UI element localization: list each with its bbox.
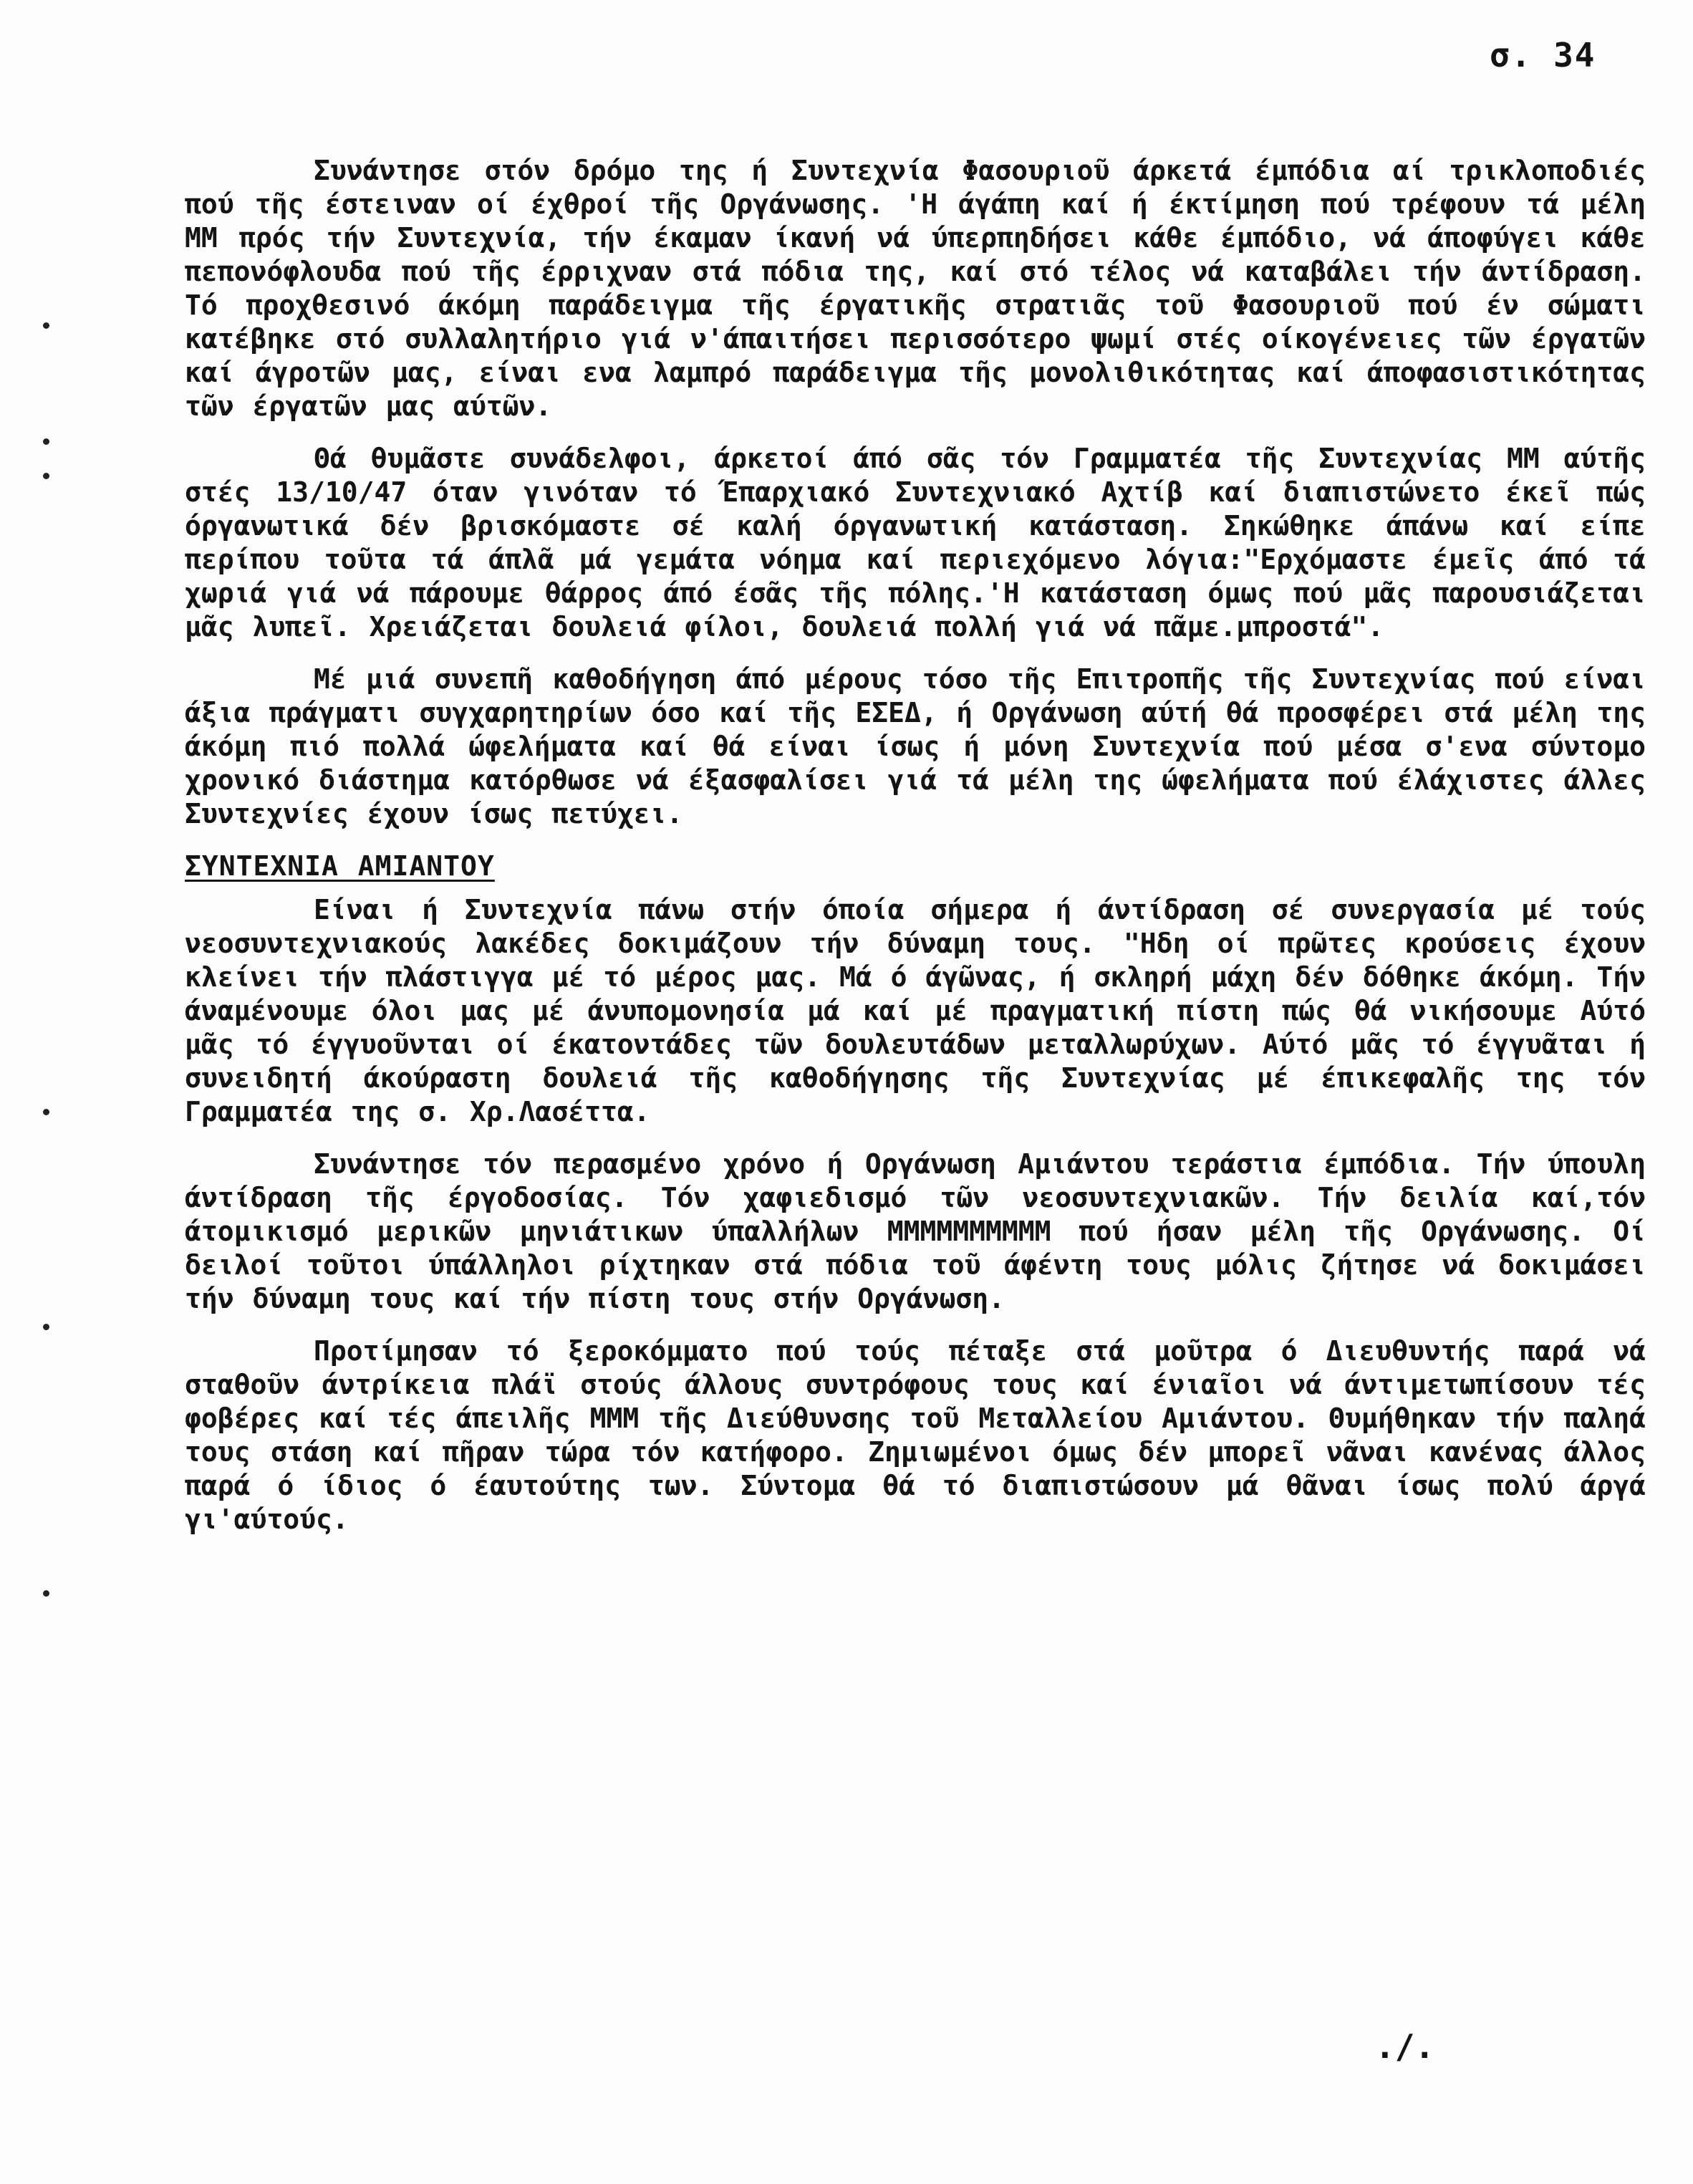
paragraph-amiantos-reaction: Είναι ή Συντεχνία πάνω στήν όποία σήμερα ή άντίδραση σέ συνεργασία μέ τούς νεοσυντεχνιακούς λακέδες δοκιμάζουν τήν δύναμη τους. "Ηδη οί πρῶτες κρούσεις έχουν κλείνει τήν πλάστιγγα μέ τό μέρος μας. Μά ό άγῶνας, ή σκληρή μάχη δέν δόθηκε άκόμη. Τήν άναμένουμε όλοι μας μέ άνυπομονησία μά καί μέ πραγματική πίστη πώς θά νικήσουμε Αύτό μᾶς τό έγγυοῦνται οί έκατοντάδες τῶν δουλευτάδων μεταλλωρύχων. Αύτό μᾶς τό έγγυᾶται ή συνειδητή άκούραστη δουλειά τῆς καθοδήγησης τῆς Συντεχνίας μέ έπικεφαλῆς της τόν Γραμματέα της σ. Χρ.Λασέττα. <box>185 894 1646 1127</box>
margin-dot <box>43 1590 49 1597</box>
paragraph-fasouri-obstacles: Συνάντησε στόν δρόμο της ή Συντεχνία Φασουριοῦ άρκετά έμπόδια αί τρικλοποδιές πού τῆς έστειναν οί έχθροί τῆς Οργάνωσης. 'Η άγάπη καί ή έκτίμηση πού τρέφουν τά μέλη ΜΜ πρός τήν Συντεχνία, τήν έκαμαν ίκανή νά ύπερπηδήσει κάθε έμπόδιο, νά άποφύγει κάθε πεπονόφλουδα πού τῆς έρριχναν στά πόδια της, καί στό τέλος νά καταβάλει τήν άντίδραση. Τό προχθεσινό άκόμη παράδειγμα τῆς έργατικῆς στρατιᾶς τοῦ Φασουριοῦ πού έν σώματι κατέβηκε στό συλλαλητήριο γιά ν'άπαιτήσει περισσότερο ψωμί στές οίκογένειες τῶν έργατῶν καί άγροτῶν μας, είναι ενα λαμπρό παράδειγμα τῆς μονολιθικότητας καί άποφασιστικότητας τῶν έργατῶν μας αύτῶν. <box>185 155 1646 422</box>
continuation-mark: ./. <box>1375 2027 1435 2066</box>
margin-dot <box>43 322 49 329</box>
document-body <box>185 154 1646 1555</box>
margin-dot <box>43 1109 49 1115</box>
page-number: σ. 34 <box>1490 36 1596 74</box>
paragraph-secretary-speech: Θά θυμᾶστε συνάδελφοι, άρκετοί άπό σᾶς τόν Γραμματέα τῆς Συντεχνίας ΜΜ αύτῆς στές 13/10/47 όταν γινόταν τό Έπαρχιακό Συντεχνιακό Αχτίβ καί διαπιστώνετο έκεῖ πώς όργανωτικά δέν βρισκόμαστε σέ καλή όργανωτική κατάσταση. Σηκώθηκε άπάνω καί είπε περίπου τοῦτα τά άπλᾶ μά γεμάτα νόημα καί περιεχόμενο λόγια:"Ερχόμαστε έμεῖς άπό τά χωριά γιά νά πάρουμε θάρρος άπό έσᾶς τῆς πόλης.'Η κατάσταση όμως πού μᾶς παρουσιάζεται μᾶς λυπεῖ. Χρειάζεται δουλειά φίλοι, δουλειά πολλή γιά νά πᾶμε.μπροστά". <box>185 443 1646 643</box>
margin-dot <box>43 438 49 445</box>
margin-dot <box>43 473 49 479</box>
paragraph-cowardly-employees: Προτίμησαν τό ξεροκόμματο πού τούς πέταξε στά μοῦτρα ό Διευθυντής παρά νά σταθοῦν άντρίκεια πλάϊ στούς άλλους συντρόφους τους καί ένιαῖοι νά άντιμετωπίσουν τές φοβέρες καί τές άπειλῆς ΜΜΜ τῆς Διεύθυνσης τοῦ Μεταλλείου Αμιάντου. Θυμήθηκαν τήν παληά τους στάση καί πῆραν τώρα τόν κατήφορο. Ζημιωμένοι όμως δέν μπορεῖ νᾶναι κανένας άλλος παρά ό ίδιος ό έαυτούτης των. Σύντομα θά τό διαπιστώσουν μά θᾶναι ίσως πολύ άργά γι'αύτούς. <box>185 1335 1646 1535</box>
margin-dot <box>43 1324 49 1330</box>
section-heading-amiantos: ΣΥΝΤΕΧΝΙΑ ΑΜΙΑΝΤΟΥ <box>185 850 495 882</box>
paragraph-amiantos-obstacles: Συνάντησε τόν περασμένο χρόνο ή Οργάνωση Αμιάντου τεράστια έμπόδια. Τήν ύπουλη άντίδραση τῆς έργοδοσίας. Τόν χαφιεδισμό τῶν νεοσυντεχνιακῶν. Τήν δειλία καί,τόν άτομικισμό μερικῶν μηνιάτικων ύπαλλήλων ΜΜΜΜΜΜΜΜΜΜ πού ήσαν μέλη τῆς Οργάνωσης. Οί δειλοί τοῦτοι ύπάλληλοι ρίχτηκαν στά πόδια τοῦ άφέντη τους μόλις ζήτησε νά δοκιμάσει τήν δύναμη τους καί τήν πίστη τους στήν Οργάνωση. <box>185 1148 1646 1314</box>
paragraph-guidance-benefits: Μέ μιά συνεπῆ καθοδήγηση άπό μέρους τόσο τῆς Επιτροπῆς τῆς Συντεχνίας πού είναι άξια πράγματι συγχαρητηρίων όσο καί τῆς ΕΣΕΔ, ή Οργάνωση αύτή θά προσφέρει στά μέλη της άκόμη πιό πολλά ώφελήματα καί θά είναι ίσως ή μόνη Συντεχνία πού μέσα σ'ενα σύντομο χρονικό διάστημα κατόρθωσε νά έξασφαλίσει γιά τά μέλη της ώφελήματα πού έλάχιστες άλλες Συντεχνίες έχουν ίσως πετύχει. <box>185 663 1646 829</box>
